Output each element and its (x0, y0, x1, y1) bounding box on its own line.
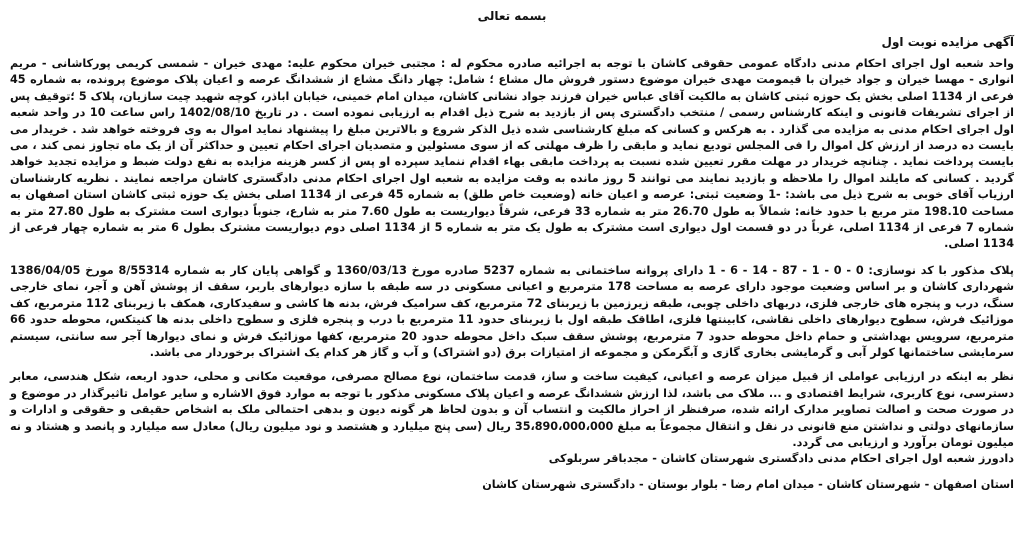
paragraph-valuation: نظر به اینکه در ارزیابی عواملی از قبیل میزان عرصه و اعیانی، کیفیت ساخت و ساز، قدمت ساختمان، نوع مصالح مصرفی، موقعیت مکانی و محلی، حدود اربعه، شکل هندسی، معابر دسترسی، نوع کاربری، شرایط اقتصادی و ... ملاک می باشد، لذا ارزش ششدانگ عرصه و اعیان پلاک مسکونی مذکور با توجه به موارد فوق الاشاره و سایر عوامل تاثیرگذار در موضوع و در صورت صحت و اصالت تصاویر مدارک ارائه شده، صرفنظر از احراز مالکیت و انتساب آن و بدون لحاظ هر گونه دیون و بدهی احتمالی ملک به اشخاص حقیقی و حقوقی و ادارات و سازمانهای دولتی و نداشتن منع قانونی در نقل و انتقال مجموعاً به مبلغ 35،890،000،000 ریال (سی پنج میلیارد و هشتصد و نود میلیون ریال) معادل سه میلیارد و پانصد و هشتاد و نه میلیون تومان برآورد و ارزیابی می گردد. (10, 370, 1014, 449)
signature-line: دادورز شعبه اول اجرای احکام مدنی دادگستری شهرستان کاشان - مجدباقر سربلوکی (548, 452, 1014, 466)
paragraph-auction-terms: واحد شعبه اول اجرای احکام مدنی دادگاه عمومی حقوقی کاشان با توجه به اجرائیه صادره محکوم له : مجتبی خیران محکوم علیه: مهدی خیران - شمسی کریمی پورکاشانی - مریم انواری - مهسا خیران و جواد خیران با قیمومت مهدی خیران موضوع دستور فروش مال مشاع ؛ شامل: چهار دانگ مشاع از ششدانگ عرصه و اعیان پلاک موضوع پرونده، به شماره 45 فرعی از 1134 اصلی بخش یک حوزه ثبتی کاشان به مالکیت آقای عباس خیران فرزند جواد نشانی کاشان، میدان امام خمینی، خیابان اباذر، کوچه شهید چیت سازیان، پلاک 5 ؛توقیف پس از اجرای تشریفات قانونی و اینکه کارشناس رسمی / منتخب دادگستری پس از بازدید به شرح ذیل اقدام به ارزیابی نموده است . در تاریخ 1402/08/10 راس ساعت 10 در واحد شعبه اول اجرای احکام مدنی به مزایده می گذارد . به هرکس و کسانی که مبلغ کارشناسی شده ذیل الذکر شروع و بالاترین مبلغ را پیشنهاد نماید اموال به وی فروخته خواهد شد . خریدار می بایست ده درصد از ارزش کل اموال را فی المجلس تودیع نماید و مابقی را ظرف مهلتی که از سوی مسئولین و متصدیان اجرای احکام تعیین و حداکثر آن از یک ماه تجاوز نمی کند ، می بایست پرداخت نماید . چنانچه خریدار در مهلت مقرر تعیین شده نسبت به پرداخت مابقی بهاء اقدام ننماید سپرده او پس از کسر هزینه مزایده به نفع دولت ضبط و مزایده تجدید خواهد گردید . کسانی که مایلند اموال را ملاحظه و بازدید نمایند می توانند 5 روز مانده به وقت مزایده به شعبه اول اجرای احکام مدنی دادگستری کاشان مراجعه نمایند . نظریه کارشناسان ارزیاب آقای خوبی به شرح ذیل می باشد: -1 وضعیت ثبتی: عرصه و اعیان خانه (وضعیت خاص طلق) به شماره 45 فرعی از 1134 اصلی بخش یک حوزه ثبتی کاشان استان اصفهان به مساحت 198.10 متر مربع با حدود خانه: شمالاً به طول 26.70 متر به شماره 33 فرعی، شرقاً دیواریست به طول 7.60 متر به شارع، جنوباً دیواری است مشترک به طول 27.80 متر به شماره 7 فرعی از 1134 اصلی، غرباً در دو قسمت اول دیواری است مشترک به طول یک متر به شماره 5 از 1134 اصلی دوم دیواریست مشترک بطول 6 متر به شماره چهار فرعی از 1134 اصلی. (10, 57, 1015, 251)
document-title: آگهی مزایده نوبت اول (881, 35, 1014, 49)
address-line: استان اصفهان - شهرستان کاشان - میدان امام رضا - بلوار بوستان - دادگستری شهرستان کاشان (482, 478, 1014, 492)
paragraph-property-description: پلاک مذکور با کد نوسازی: 0 - 0 - 1 - 87 - 14 - 6 - 1 دارای پروانه ساختمانی به شماره 5237 صادره مورخ 1360/03/13 و گواهی پایان کار به شماره 8/55314 مورخ 1386/04/05 شهرداری کاشان و بر اساس وضعیت موجود دارای عرصه به مساحت 178 مترمربع و اعیانی مسکونی در سه طبقه با سازه دیوارهای باربر، سقف از پوشش آهن و آجر، نمای خارجی سنگ، درب و پنجره های خارجی فلزی، دربهای داخلی چوبی، طبقه زیرزمین با زیربنای 72 مترمربع، کف سرامیک فرش، بدنه ها کاشی و سفیدکاری، همکف با زیربنای 112 مترمربع، کف موزائیک فرش، سطوح دیوارهای داخلی نقاشی، کابینتها فلزی، اطاقک طبقه اول با زیربنای حدود 11 مترمربع با درب و پنجره فلزی و سطوح داخلی بدنه ها کنیتکس، محوطه حدود 66 مترمربع، سرویس بهداشتی و حمام داخل محوطه حدود 7 مترمربع، پوشش سقف سبک داخل محوطه حدود 20 مترمربع، کفها موزائیک فرش و نمای دیوارها آجر سه سانتی، سیستم سرمایشی ساختمانها کولر آبی و گرمایشی بخاری گازی و آبگرمکن و مجموعه از امتیازات برق (دو اشتراک) و آب و گاز هر کدام یک اشتراک برخوردار می باشد. (10, 263, 1015, 359)
document-heading: بسمه تعالی (477, 9, 547, 23)
